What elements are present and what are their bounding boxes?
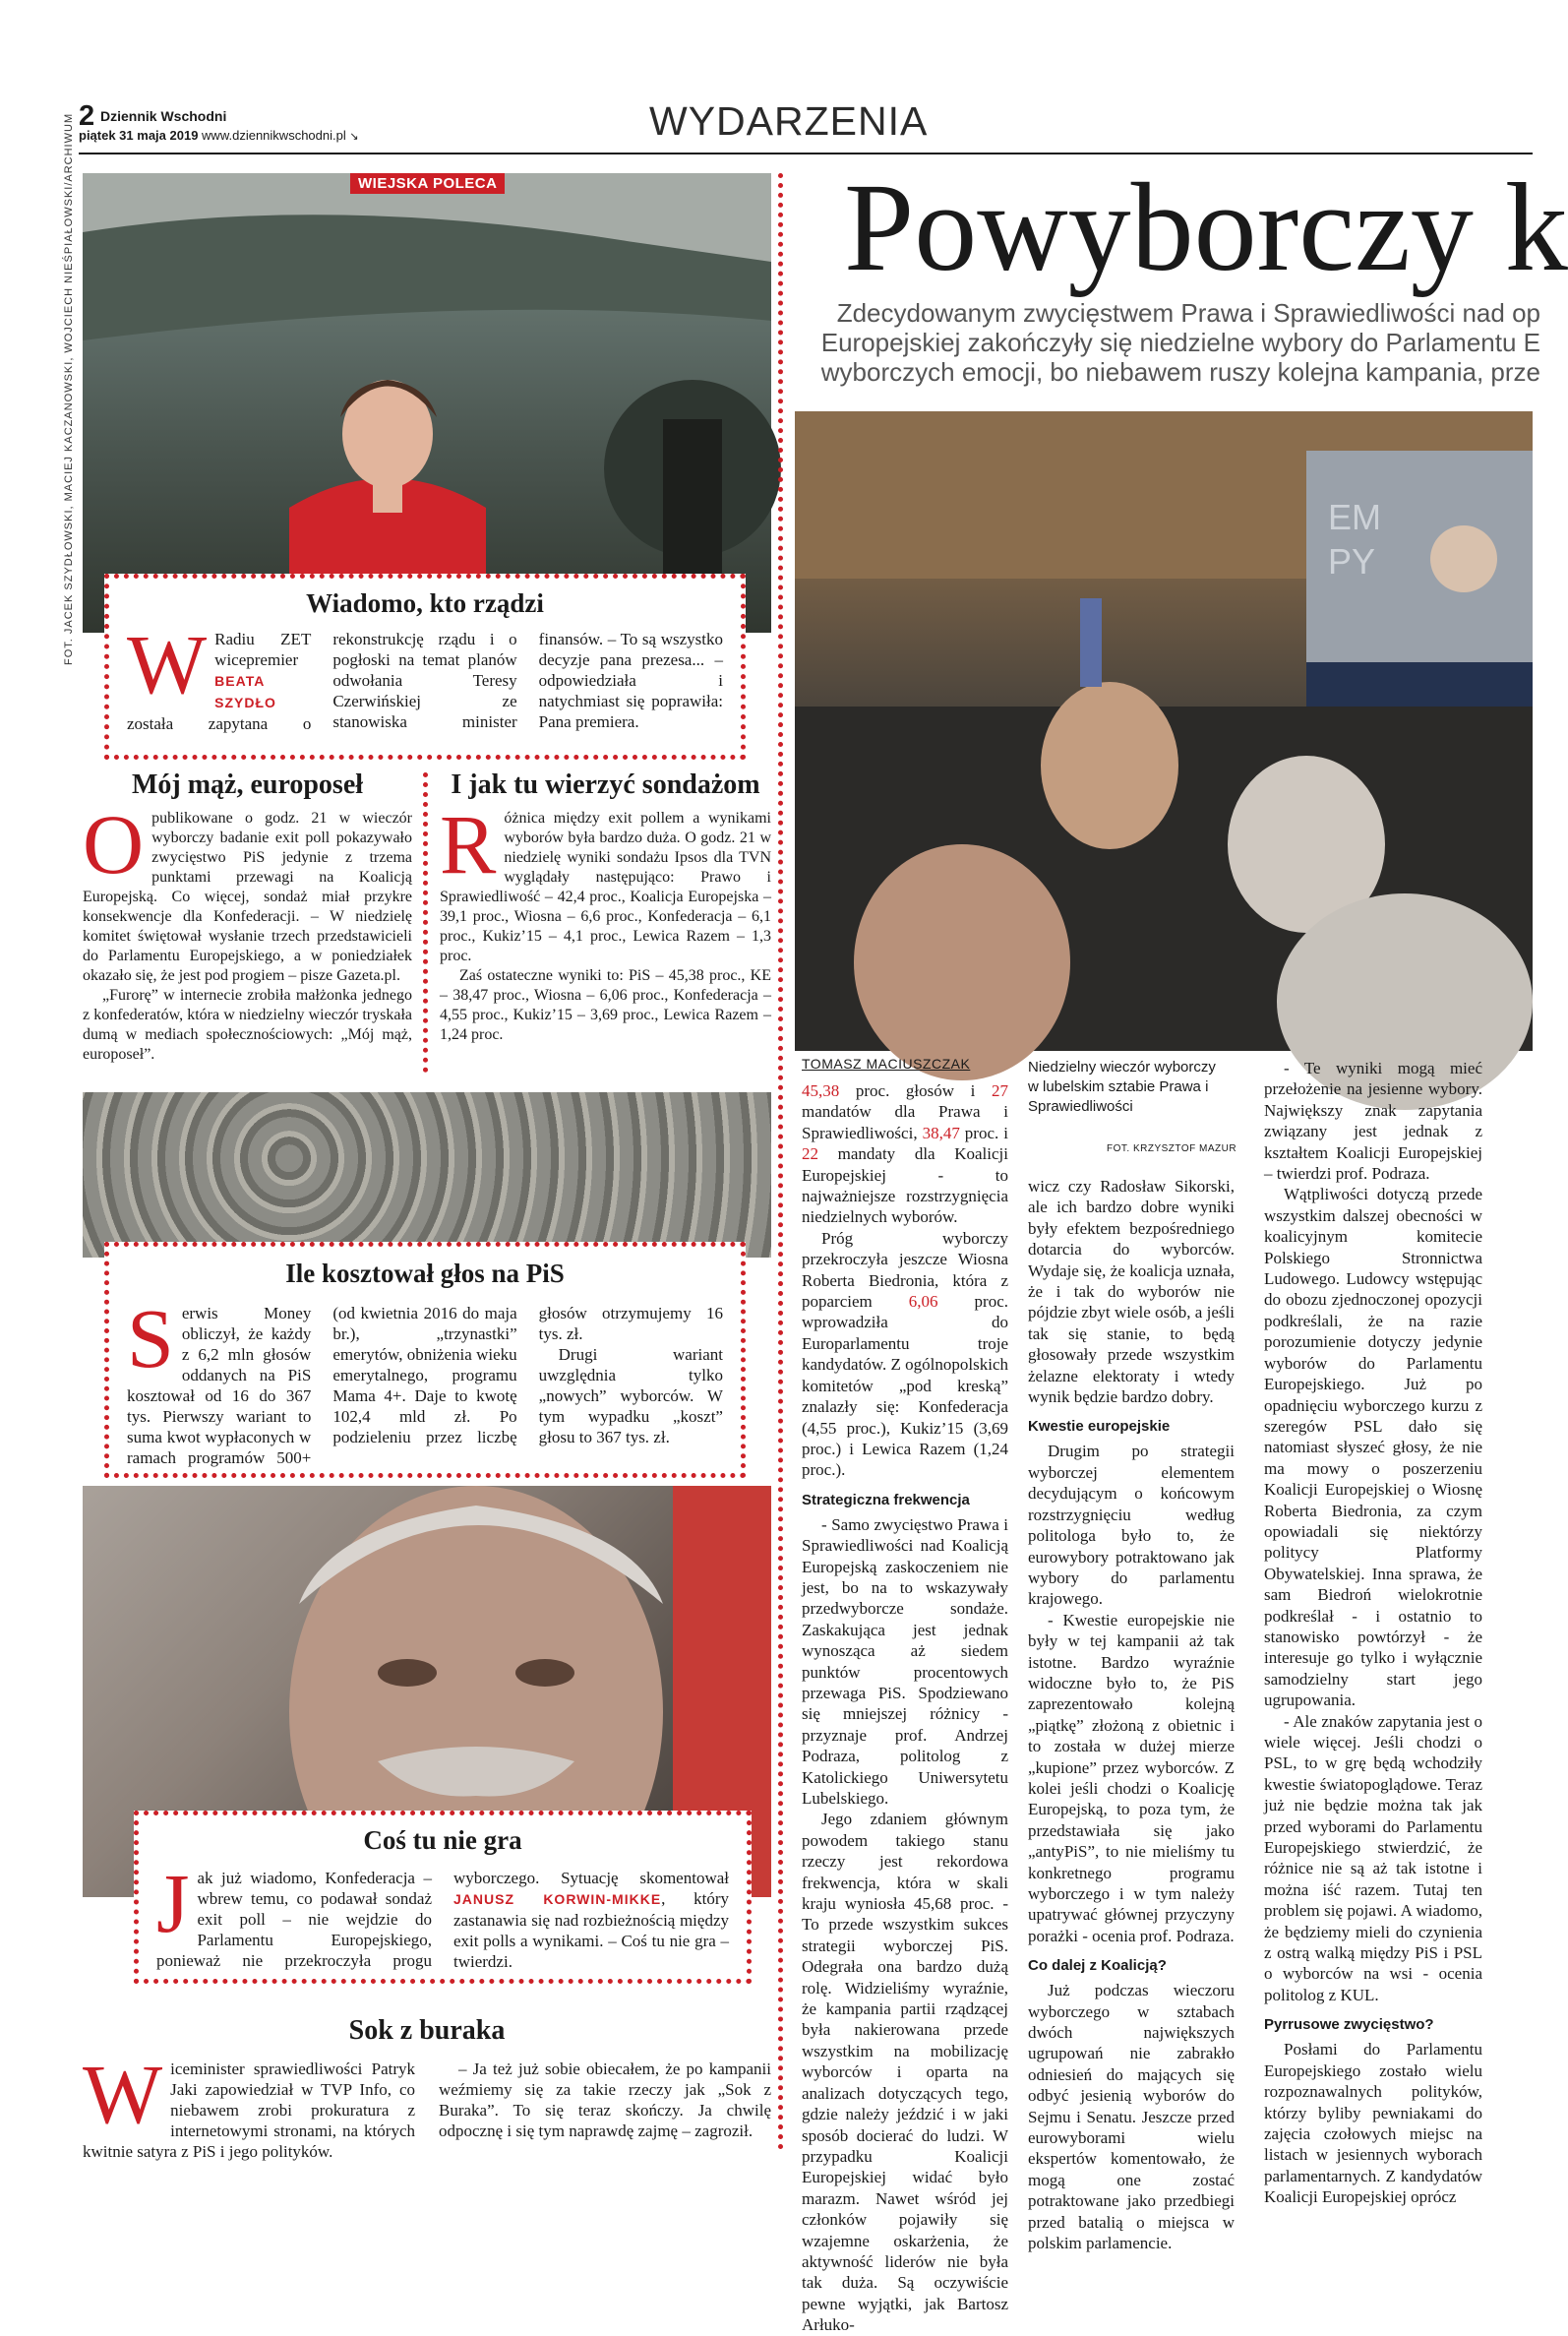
article-moj-maz xyxy=(83,769,412,1065)
paragraph: - Samo zwycięstwo Prawa i Sprawiedliwości nad Koalicją Europejską zaskoczeniem nie jest, bo na to wskazywały przedwyborcze sondaże. Zaskakująca jest jednak wynosząca aż siedem punktów procentowych przewaga PiS. Spodziewano się mniejszej różnicy - przyznaje prof. Andrzej Podraza, politolog z Katolickiego Uniwersytetu Lubelskiego. xyxy=(802,1514,1008,1808)
issue-date-line xyxy=(79,128,359,145)
article-title: Sok z buraka xyxy=(348,2015,506,2046)
screen-text-2: PY xyxy=(1328,541,1376,582)
photo-election-night xyxy=(795,411,1533,1051)
paragraph: Posłami do Parlamentu Europejskiego zostało wielu rozpoznawalnych polityków, którzy byliby pewniakami do zajęcia czołowych miejsc na listach w jesiennych wyborach parlamentarnych. Z kandydatów Koalicji Europejskiej oprócz xyxy=(1264,2040,1482,2207)
paragraph: Drugi wariant uwzględnia tylko „nowych” wyborców. W tym wypadku „koszt” głosu to 367 tys. zł. xyxy=(538,1345,723,1446)
kicker-label: WIEJSKA POLECA xyxy=(350,173,505,194)
subheading: Strategiczna frekwencja xyxy=(802,1491,970,1508)
person-name: JANUSZ KORWIN-MIKKE xyxy=(453,1891,662,1907)
dropcap: S xyxy=(127,1291,174,1385)
main-lead-line-2: Europejskiej zakończyły się niedzielne wybory do Parlamentu E xyxy=(820,328,1540,357)
paragraph: Próg wyborczy przekroczyła jeszcze Wiosna Roberta Biedronia, która z poparciem 6,06 proc. wprowadziła do Europarlamentu troje kandydatów. Z ogólnopolskich komitetów „pod kreską” znalazły się: Konfederacja (4,55 proc.), Kukiz’15 (3,69 proc.) i Lewica Razem (1,24 proc.). xyxy=(802,1228,1008,1480)
cursor-arrow-icon: ↘ xyxy=(349,131,359,143)
paragraph: - Kwestie europejskie nie były w tej kampanii aż tak istotne. Bardzo wyraźnie widoczne było to, że PiS zaprezentowało kolejną „piątkę” złożoną z obietnic i to została w dużej mierze „kupione” przez wyborców. Z kolei jeśli chodzi o Koalicję Europejską, to poza tym, że przedstawiała się jako „antyPiS”, to nie mieliśmy tu konkretnego programu wyborczego i w tym należy upatrywać głównej przyczyny porażki - ocenia prof. Podraza. xyxy=(1028,1610,1235,1945)
box-title: Wiadomo, kto rządzi xyxy=(306,588,544,618)
photo-caption: Niedzielny wieczór wyborczy w lubelskim sztabie Prawa i Sprawiedliwości xyxy=(1028,1059,1216,1115)
stat-number: 27 xyxy=(992,1081,1008,1100)
article-sok-z-buraka xyxy=(83,2015,771,2162)
publication-name: Dziennik Wschodni xyxy=(100,108,227,124)
dropcap: O xyxy=(83,797,145,891)
dropcap: R xyxy=(440,797,497,891)
article-sondaz xyxy=(440,769,771,1045)
main-column-1 xyxy=(802,1080,1008,2336)
box-title: Coś tu nie gra xyxy=(363,1825,522,1855)
paragraph: - Ale znaków zapytania jest o wiele więcej. Jeśli chodzi o PSL, to w grę będą wchodziły kwestie światopoglądowe. Teraz już nie będzie można tak jak przed wyborami do Parlamentu Europejskiego stwierdzić, że różnice nie są aż tak istotne i można iść razem. Tutaj ten problem się pojawi. A wiadomo, że będziemy mieli do czynienia z ostrą walką między PiS i PSL o wyborców na wsi - ocenia politolog z KUL. xyxy=(1264,1711,1482,2004)
paragraph: publikowane o godz. 21 w wieczór wyborczy badanie exit poll pokazywało zwycięstwo PiS jedynie z trzema punktami przewagi na Koalicją Europejską. Co więcej, sondaż miał przykre konsekwencje dla Konfederacji. – W niedzielę komitet świętował wysłanie trzech przedstawicieli do Parlamentu Europejskiego, a w poniedziałek okazało się, że jest pod progiem – pisze Gazeta.pl. xyxy=(83,810,412,984)
box-title: Ile kosztował głos na PiS xyxy=(285,1259,565,1288)
photo-caption-credit: FOT. KRZYSZTOF MAZUR xyxy=(1107,1143,1237,1154)
article-title: Mój mąż, europoseł xyxy=(131,769,364,800)
page-number: 2 xyxy=(79,100,95,132)
paragraph: Wątpliwości dotyczą przede wszystkim dalszej obecności w koalicyjnym komitecie Polskiego Stronnictwa Ludowego. Ludowcy wstępując do obozu zjednoczonej opozycji podkreślali, że na razie porozumienie dotyczy jedynie wyborów do Parlamentu Europejskiego. Już po opadnięciu wyborczego kurzu z szeregów PSL dało się natomiast słyszeć głosy, że nie ma mowy o poszerzeniu Koalicji Europejskiej o Wiosnę Roberta Biedronia, za czym opowiadali się niektórzy politycy Platformy Obywatelskiej. Inna sprawa, że sam Biedroń wielokrotnie podkreślał - i ostatnio to stanowisko powtórzył - że interesuje go tylko i wyłącznie samodzielny start jego ugrupowania. xyxy=(1264,1185,1482,1710)
paragraph: iceminister sprawiedliwości Patryk Jaki zapowiedział w TVP Info, co niebawem zrobi prokuratura z internetowymi stronami, na których kwitnie satyra z PiS i jego polityków. xyxy=(83,2059,415,2161)
box-body xyxy=(156,1856,729,1972)
author-byline: TOMASZ MACIUSZCZAK xyxy=(802,1056,971,1072)
body-text: , który zastanawia się nad rozbieżnością między exit polls a wynikami. – Coś tu nie gra – twierdzi. xyxy=(453,1889,729,1971)
stat-number: 6,06 xyxy=(908,1292,938,1312)
dropcap: W xyxy=(83,2047,163,2141)
article-body xyxy=(440,797,771,1045)
main-column-2 xyxy=(1028,1176,1235,2254)
paragraph: – Ja też już sobie obiecałem, że po kampanii weźmiemy się za takie rzeczy jak „Sok z Buraka”. To się teraz skończy. Ja chwilę odpocznę i się tym naprawdę zajmę – zagroził. xyxy=(439,2059,771,2140)
body-text: ak już wiadomo, Konfederacja – wbrew temu, co podawał sondaż exit poll – nie wejdzie do Parlamentu Europejskiego, ponieważ nie przekroczyła progu wyborczego. Sytuację skomentował xyxy=(156,1869,729,1970)
paragraph: 45,38 proc. głosów i 27 mandatów dla Prawa i Sprawiedliwości, 38,47 proc. i 22 mandaty dla Koalicji Europejskiej - to najważniejsze rozstrzygnięcia niedzielnych wyborów. xyxy=(802,1081,1008,1227)
box-wiadomo-kto-rzadzi xyxy=(104,574,746,760)
subheading: Kwestie europejskie xyxy=(1028,1418,1171,1436)
dotted-separator xyxy=(423,772,428,1073)
box-ile-kosztowal xyxy=(104,1242,746,1478)
photo-coins xyxy=(83,1092,771,1258)
website-link[interactable]: www.dziennikwschodni.pl xyxy=(202,128,346,143)
screen-text-1: EM xyxy=(1328,497,1381,537)
paragraph: erwis Money obliczył, że każdy z 6,2 mln głosów oddanych na PiS kosztował od 16 do 367 tys. Pierwszy wariant to suma kwot wypłaconych w ramach programów 500+ (od kwietnia 2016 do maja br.), „trzynastki” emerytów, obniżenia wieku emerytalnego, programu Mama 4+. Daje to kwotę 102,4 mld zł. Po podzieleniu przez liczbę głosów otrzymujemy 16 tys. zł. xyxy=(127,1304,723,1467)
column-divider xyxy=(778,173,783,2151)
box-cos-tu-nie-gra xyxy=(134,1811,752,1984)
box-body xyxy=(127,617,723,734)
box-body xyxy=(127,1291,723,1468)
paragraph: Jego zdaniem głównym powodem takiego stanu rzeczy jest rekordowa frekwencja, która w skali kraju wyniosła 45,68 proc. - To przede wszystkim sukces strategii wyborczej PiS. Odegrała ona bardzo dużą rolę. Widzieliśmy wyraźnie, że kampania partii rządzącej była nakierowana przede wszystkim na mobilizację wyborców i oparta na analizach dotyczących tego, gdzie należy jeździć i w jaki sposób docierać do ludzi. W przypadku Koalicji Europejskiej widać było marazm. Nawet wśród jej członków pojawiły się wzajemne oskarżenia, że aktywność liderów nie była tak duża. Są oczywiście pewne wyjątki, jak Bartosz Arłuko- xyxy=(802,1810,1008,2335)
stat-number: 45,38 xyxy=(802,1081,840,1100)
article-body xyxy=(83,2047,771,2162)
stat-number: 22 xyxy=(802,1144,818,1164)
photo-szydlo-illustration xyxy=(83,173,771,633)
photo-credit-vertical: FOT. JACEK SZYDŁOWSKI, MACIEJ KACZANOWSKI, WOJCIECH NIEŚPIAŁOWSKI/ARCHIWUM xyxy=(63,112,75,665)
paragraph: „Furorę” w internecie zrobiła małżonka jednego z konfederatów, która w niedzielny wieczór tryskała dumą w mediach społecznościowych: „Mój mąż, europoseł”. xyxy=(83,987,412,1063)
subheading: Pyrrusowe zwycięstwo? xyxy=(1264,2016,1434,2034)
dropcap: W xyxy=(127,617,208,711)
paragraph: óżnica między exit pollem a wynikami wyborów była bardzo duża. O godz. 21 w niedzielę wyniki sondażu Ipsos dla TVN wyglądały następująco: Prawo i Sprawiedliwość – 42,4 proc., Koalicja Europejska – 39,1 proc., Wiosna – 6,6 proc., Konfederacja – 6,1 proc., Kukiz’15 – 4,1 proc., Lewica Razem – 1,3 proc. xyxy=(440,810,771,964)
subheading: Co dalej z Koalicją? xyxy=(1028,1957,1167,1975)
dropcap: J xyxy=(156,1856,190,1950)
section-title: WYDARZENIA xyxy=(649,98,929,144)
paragraph: Zaś ostateczne wyniki to: PiS – 45,38 proc., KE – 38,47 proc., Wiosna – 6,06 proc., Konfederacja – 4,55 proc., Kukiz’15 – 3,69 proc., Lewica Razem – 1,24 proc. xyxy=(440,967,771,1043)
main-lead-line-1: Zdecydowanym zwycięstwem Prawa i Sprawiedliwości nad op xyxy=(836,298,1540,328)
body-text: została zapytana o rekonstrukcję rządu i o pogłoski na temat planów odwołania Teresy Czerwińskiej ze stanowiska minister finansów. – To są wszystko decyzje pana prezesa... – odpowiedziała i natychmiast się poprawiła: Pana premiera. xyxy=(127,630,723,733)
main-title: Powyborczy k xyxy=(844,157,1568,297)
photo-election-illustration xyxy=(795,411,1533,1051)
paragraph: wicz czy Radosław Sikorski, ale ich bardzo dobre wyniki były efektem bezpośredniego dotarcia do wyborców. Wydaje się, że koalicja uznała, że i tak do wyborów nie pójdzie zbyt wiele osób, a jeśli tak się stanie, to będą głosowały przede wszystkim żelazne elektoraty i wtedy wynik będzie bardzo dobry. xyxy=(1028,1177,1235,1407)
paragraph: Drugim po strategii wyborczej elementem decydującym o końcowym rozstrzygnięciu według politologa było to, że eurowybory potraktowano jak wybory do parlamentu krajowego. xyxy=(1028,1442,1235,1609)
photo-szydlo xyxy=(83,173,771,633)
article-body xyxy=(83,797,412,1065)
main-lead-line-3: wyborczych emocji, bo niebawem ruszy kolejna kampania, prze xyxy=(820,357,1540,387)
paragraph: - Te wyniki mogą mieć przełożenie na jesienne wybory. Największy znak zapytania związany jest jednak z kształtem Koalicji Europejskiej – twierdzi prof. Podraza. xyxy=(1264,1059,1482,1184)
person-name: BEATA SZYDŁO xyxy=(214,673,276,710)
article-title: I jak tu wierzyć sondażom xyxy=(451,769,760,800)
main-column-3 xyxy=(1264,1058,1482,2208)
paragraph: Już podczas wieczoru wyborczego w sztabach dwóch największych ugrupowań nie zabrakło odniesień do mających się odbyć jesienią wyborów do Sejmu i Senatu. Jeszcze przed eurowyborami wielu ekspertów komentowało, że mogą one zostać potraktowane jako przedbiegi przed batalią o miejsca w polskim parlamencie. xyxy=(1028,1981,1235,2253)
issue-date: piątek 31 maja 2019 xyxy=(79,128,199,143)
body-text: Radiu ZET wicepremier xyxy=(214,630,312,669)
header-rule xyxy=(79,153,1533,154)
stat-number: 38,47 xyxy=(922,1123,960,1142)
